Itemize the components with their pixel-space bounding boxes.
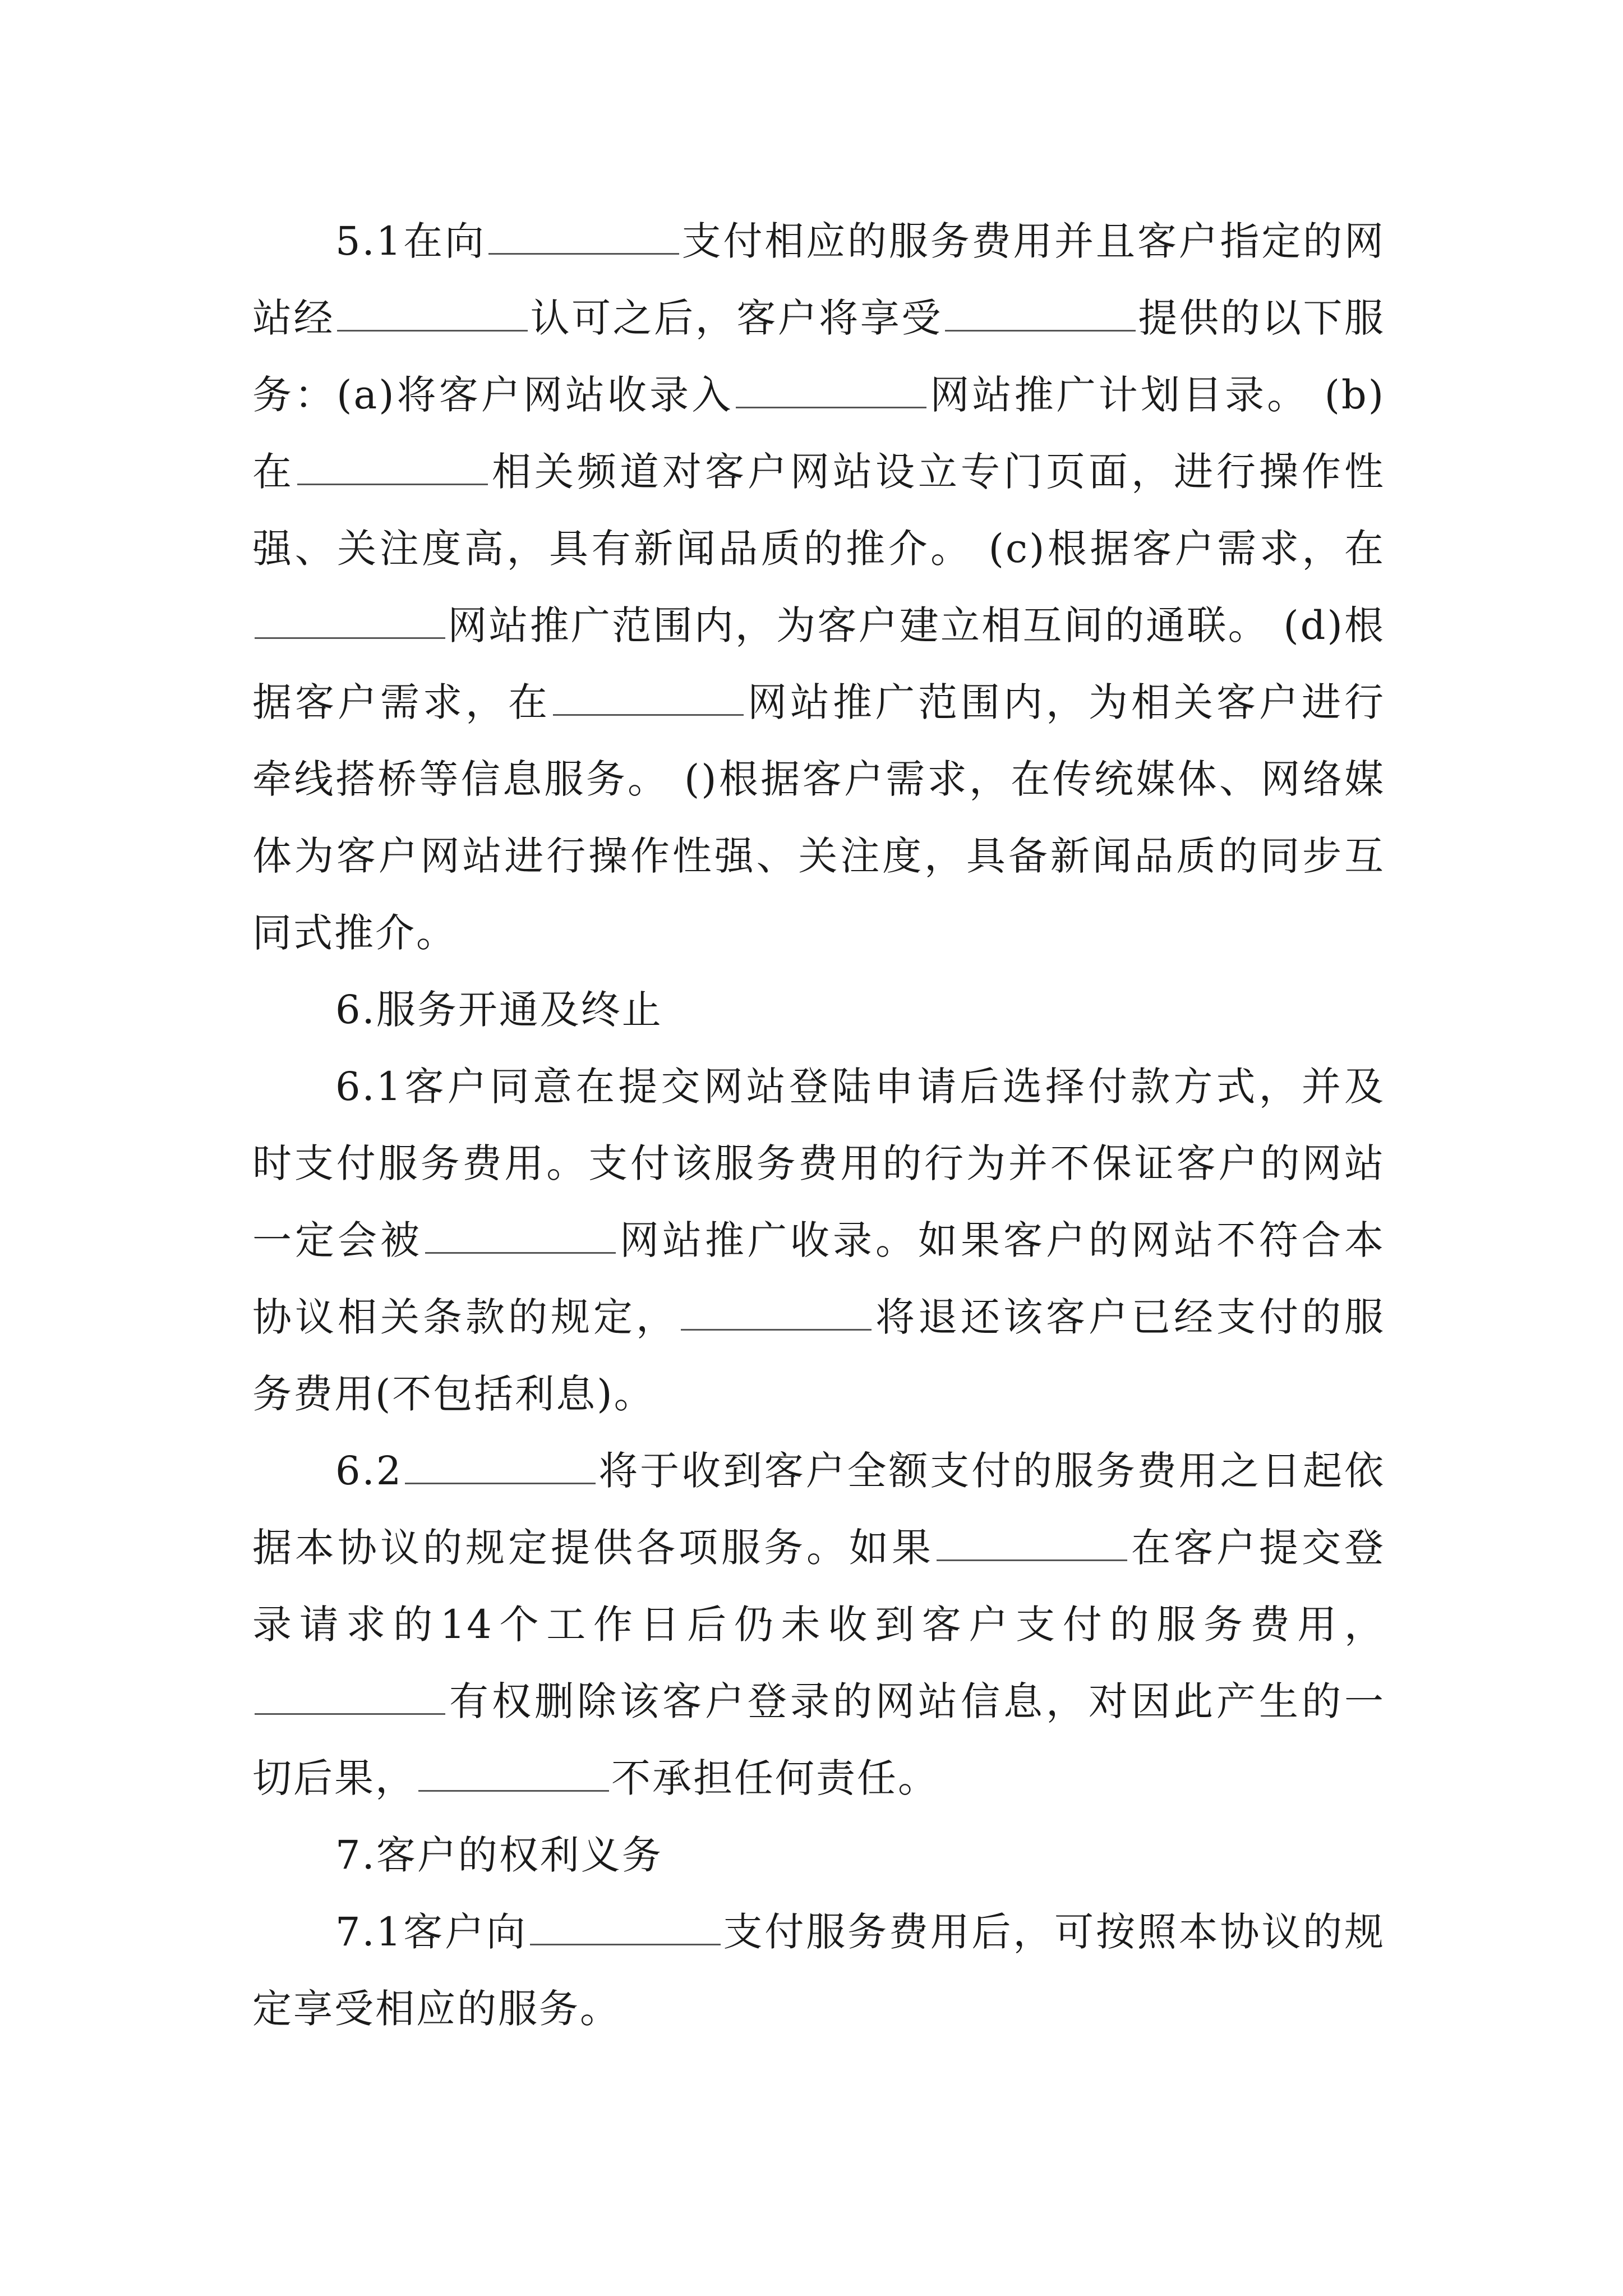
clause-text: 6.2: [335, 1448, 403, 1494]
document-body: [252, 203, 1385, 2047]
fill-in-blank: [337, 295, 528, 332]
clause-paragraph: [252, 1433, 1385, 1817]
clause-text: 7.客户的权利义务: [335, 1832, 663, 1878]
clause-text: 6.1客户同意在提交网站登陆申请后选择付款方式，并及时支付服务费用。支付该服务费用的行为并不保证客户的网站一定会被: [252, 1064, 1385, 1263]
fill-in-blank: [530, 1908, 721, 1945]
fill-in-blank: [418, 1755, 609, 1792]
clause-paragraph: [252, 1048, 1385, 1433]
fill-in-blank: [945, 295, 1136, 332]
clause-text: 网站推广收录。如果客户的网站不符合本协议相关条款的规定，: [252, 1217, 1385, 1340]
clause-text: 网站推广计划目录。 (b)在: [252, 372, 1385, 495]
clause-text: 支付相应的服务费用并且客户指定的网站经: [252, 218, 1385, 341]
fill-in-blank: [297, 448, 488, 485]
clause-text: 有权删除该客户登录的网站信息，对因此产生的一切后果，: [252, 1678, 1385, 1801]
clause-text: 将于收到客户全额支付的服务费用之日起依据本协议的规定提供各项服务。如果: [252, 1448, 1385, 1571]
clause-text: 认可之后，客户将享受: [530, 295, 943, 341]
clause-text: 7.1客户向: [335, 1909, 528, 1955]
clause-paragraph: [252, 203, 1385, 972]
fill-in-blank: [255, 602, 445, 639]
clause-text: 支付服务费用后，可按照本协议的规定享受相应的服务。: [252, 1909, 1386, 2032]
fill-in-blank: [405, 1447, 596, 1484]
clause-paragraph: [252, 1894, 1385, 2047]
clause-text: 在客户提交登录请求的14个工作日后仍未收到客户支付的服务费用，: [252, 1525, 1385, 1648]
clause-text: 将退还该客户已经支付的服务费用(不包括利息)。: [252, 1294, 1385, 1417]
clause-text: 网站推广范围内，为相关客户进行牵线搭桥等信息服务。 ()根据客户需求，在传统媒体、网络媒体为客户网站进行操作性强、关注度，具备新闻品质的同步互同式推介。: [252, 679, 1385, 956]
fill-in-blank: [553, 679, 744, 716]
clause-text: 6.服务开通及终止: [335, 987, 663, 1033]
clause-text: 5.1在向: [335, 218, 486, 264]
clause-text: 网站推广范围内，为客户建立相互间的通联。 (d)根据客户需求，在: [252, 602, 1385, 725]
fill-in-blank: [425, 1217, 616, 1254]
fill-in-blank: [255, 1678, 445, 1715]
fill-in-blank: [681, 1294, 872, 1331]
fill-in-blank: [937, 1524, 1127, 1561]
fill-in-blank: [736, 371, 926, 408]
section-heading: [252, 1817, 1385, 1894]
clause-text: 不承担任何责任。: [611, 1755, 939, 1801]
clause-text: 相关频道对客户网站设立专门页面，进行操作性强、关注度高，具有新闻品质的推介。 (c)根据客户需求，在: [252, 449, 1385, 572]
clause-text: 提供的以下服务：(a)将客户网站收录入: [252, 295, 1386, 418]
section-heading: [252, 972, 1385, 1048]
fill-in-blank: [488, 218, 679, 255]
